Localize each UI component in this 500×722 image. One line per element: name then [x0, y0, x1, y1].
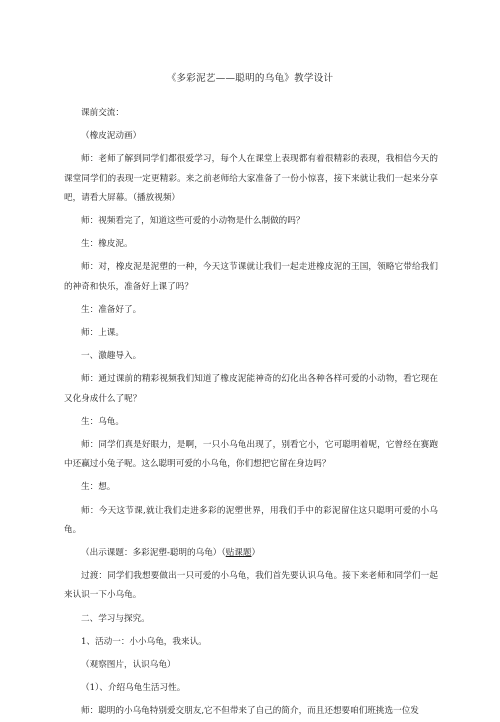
paragraph-topic: [64, 544, 438, 563]
paragraph: 生：准备好了。: [81, 304, 142, 315]
paragraph: （橡皮泥动画）: [81, 131, 142, 142]
paragraph: 生：想。: [81, 482, 116, 493]
paragraph: 生：橡皮泥。: [81, 239, 133, 250]
paragraph: 师：对，橡皮泥是泥塑的一种，今天这节课就让我们一起走进橡皮泥的王国，领略它带给我们的神奇和快乐，准备好上课了吗？: [64, 262, 438, 292]
paragraph: 师：老师了解到同学们都很爱学习，每个人在课堂上表现都有着很精彩的表现，我相信今天的课堂同学们的表现一定更精彩。来之前老师给大家准备了一份小惊喜，接下来就让我们一起来分享吧，请看大屏幕。（播放视频）: [64, 154, 438, 203]
paragraph: 课前交流：: [81, 108, 124, 118]
paragraph: 师：上课。: [81, 328, 124, 339]
paragraph: 过渡：同学们我想要做出一只可爱的小乌龟，我们首先要认识乌龟。接下来老师和同学们一起来认识一下小乌龟。: [64, 571, 438, 601]
paragraph: 师：通过课前的精彩视频我们知道了橡皮泥能神奇的幻化出各种各样可爱的小动物，看它现在又化身成什么了呢？: [64, 374, 438, 404]
section-heading: 一、激趣导入。: [81, 351, 142, 362]
paragraph: （观察图片，认识乌龟）: [81, 660, 176, 671]
paragraph: 生：乌龟。: [81, 416, 124, 427]
paragraph: 师：同学们真是好眼力，是啊，一只小乌龟出现了，别看它小，它可聪明着呢，它曾经在赛跑中还赢过小兔子呢。这么聪明可爱的小乌龟，你们想把它留在身边吗？: [64, 440, 438, 470]
paragraph: 师：今天这节课,就让我们走进多彩的泥塑世界，用我们手中的彩泥留住这只聪明可爱的小乌龟。: [64, 505, 438, 535]
paragraph: 1、活动一：小小乌龟，我来认。: [81, 636, 207, 647]
topic-text-end: ）: [251, 548, 261, 559]
document-body: [64, 104, 438, 722]
underlined-text: 贴课题: [225, 548, 252, 559]
paragraph: 师：视频看完了，知道这些可爱的小动物是什么制做的吗？: [81, 216, 305, 227]
paragraph: 师：聪明的小乌龟特别爱交朋友,它不但带来了自己的简介，而且还想要咱们班挑选一位发: [81, 706, 419, 717]
document-title: 《多彩泥艺——聪明的乌龟》教学设计: [166, 73, 334, 84]
topic-text: （出示课题：多彩泥塑-聪明的乌龟）（: [81, 548, 226, 559]
paragraph: （1）、介绍乌龟生活习性。: [81, 683, 186, 694]
section-heading: 二、学习与探究。: [81, 613, 150, 624]
